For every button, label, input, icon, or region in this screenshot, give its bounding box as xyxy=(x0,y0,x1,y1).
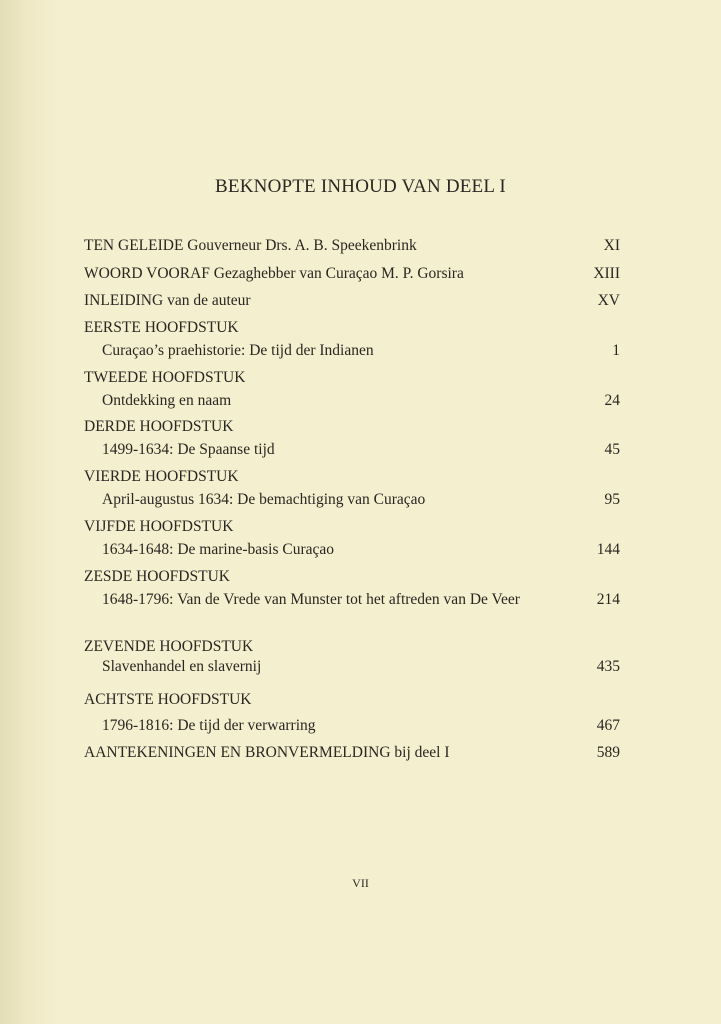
chapter-heading xyxy=(84,637,620,657)
chapter-heading xyxy=(84,368,620,388)
toc-entry-chapter-2 xyxy=(102,391,620,411)
toc-entry-label: AANTEKENINGEN EN BRONVERMELDING bij deel I xyxy=(84,744,450,761)
toc-entry-label: April-augustus 1634: De bemachtiging van Curaçao xyxy=(102,491,426,508)
toc-entry-label: Slavenhandel en slavernij xyxy=(102,658,262,675)
toc-entry-label: INLEIDING van de auteur xyxy=(84,292,251,309)
toc-entry-label: TEN GELEIDE Gouverneur Drs. A. B. Speekenbrink xyxy=(84,237,417,254)
toc-entry-woord-vooraf xyxy=(84,264,620,284)
toc-entry-page: 95 xyxy=(604,491,620,508)
toc-entry-ten-geleide xyxy=(84,236,620,256)
toc-entry-page: 467 xyxy=(596,717,620,734)
toc-entry-aantekeningen xyxy=(84,743,620,763)
chapter-heading xyxy=(84,690,620,710)
chapter-heading-label: TWEEDE HOOFDSTUK xyxy=(84,369,246,386)
toc-entry-label: 1648-1796: Van de Vrede van Munster tot het aftreden van De Veer xyxy=(102,591,520,608)
toc-entry-page: 45 xyxy=(604,441,620,458)
chapter-heading-label: ZEVENDE HOOFDSTUK xyxy=(84,638,254,655)
chapter-heading xyxy=(84,467,620,487)
chapter-heading-label: VIERDE HOOFDSTUK xyxy=(84,468,239,485)
chapter-heading-label: EERSTE HOOFDSTUK xyxy=(84,319,239,336)
toc-entry-chapter-6 xyxy=(102,590,620,610)
toc-entry-chapter-3 xyxy=(102,440,620,460)
page-number: VII xyxy=(352,876,369,890)
page-title: BEKNOPTE INHOUD VAN DEEL I xyxy=(215,176,506,197)
toc-entry-chapter-1 xyxy=(102,341,620,361)
toc-entry-label: Curaçao’s praehistorie: De tijd der Indianen xyxy=(102,342,374,359)
toc-entry-inleiding xyxy=(84,291,620,311)
toc-entry-page: 1 xyxy=(612,342,620,359)
toc-entry-label: WOORD VOORAF Gezaghebber van Curaçao M. P. Gorsira xyxy=(84,265,464,282)
toc-entry-chapter-8 xyxy=(102,716,620,736)
toc-entry-label: 1634-1648: De marine-basis Curaçao xyxy=(102,541,335,558)
toc-entry-chapter-7 xyxy=(102,657,620,677)
toc-entry-label: 1499-1634: De Spaanse tijd xyxy=(102,441,275,458)
chapter-heading-label: ACHTSTE HOOFDSTUK xyxy=(84,691,252,708)
toc-entry-label: 1796-1816: De tijd der verwarring xyxy=(102,717,316,734)
toc-entry-page: XIII xyxy=(593,265,620,282)
chapter-heading-label: ZESDE HOOFDSTUK xyxy=(84,568,230,585)
toc-entry-page: 144 xyxy=(596,541,620,558)
toc-entry-chapter-5 xyxy=(102,540,620,560)
chapter-heading xyxy=(84,417,620,437)
chapter-heading xyxy=(84,318,620,338)
chapter-heading xyxy=(84,567,620,587)
chapter-heading-label: VIJFDE HOOFDSTUK xyxy=(84,518,234,535)
toc-entry-page: XI xyxy=(603,237,620,254)
toc-entry-page: 435 xyxy=(596,658,620,675)
toc-entry-page: 24 xyxy=(604,392,620,409)
toc-entry-page: 214 xyxy=(596,591,620,608)
chapter-heading-label: DERDE HOOFDSTUK xyxy=(84,418,234,435)
toc-entry-page: 589 xyxy=(596,744,620,761)
toc-entry-chapter-4 xyxy=(102,490,620,510)
toc-entry-page: XV xyxy=(597,292,620,309)
chapter-heading xyxy=(84,517,620,537)
toc-entry-label: Ontdekking en naam xyxy=(102,392,232,409)
